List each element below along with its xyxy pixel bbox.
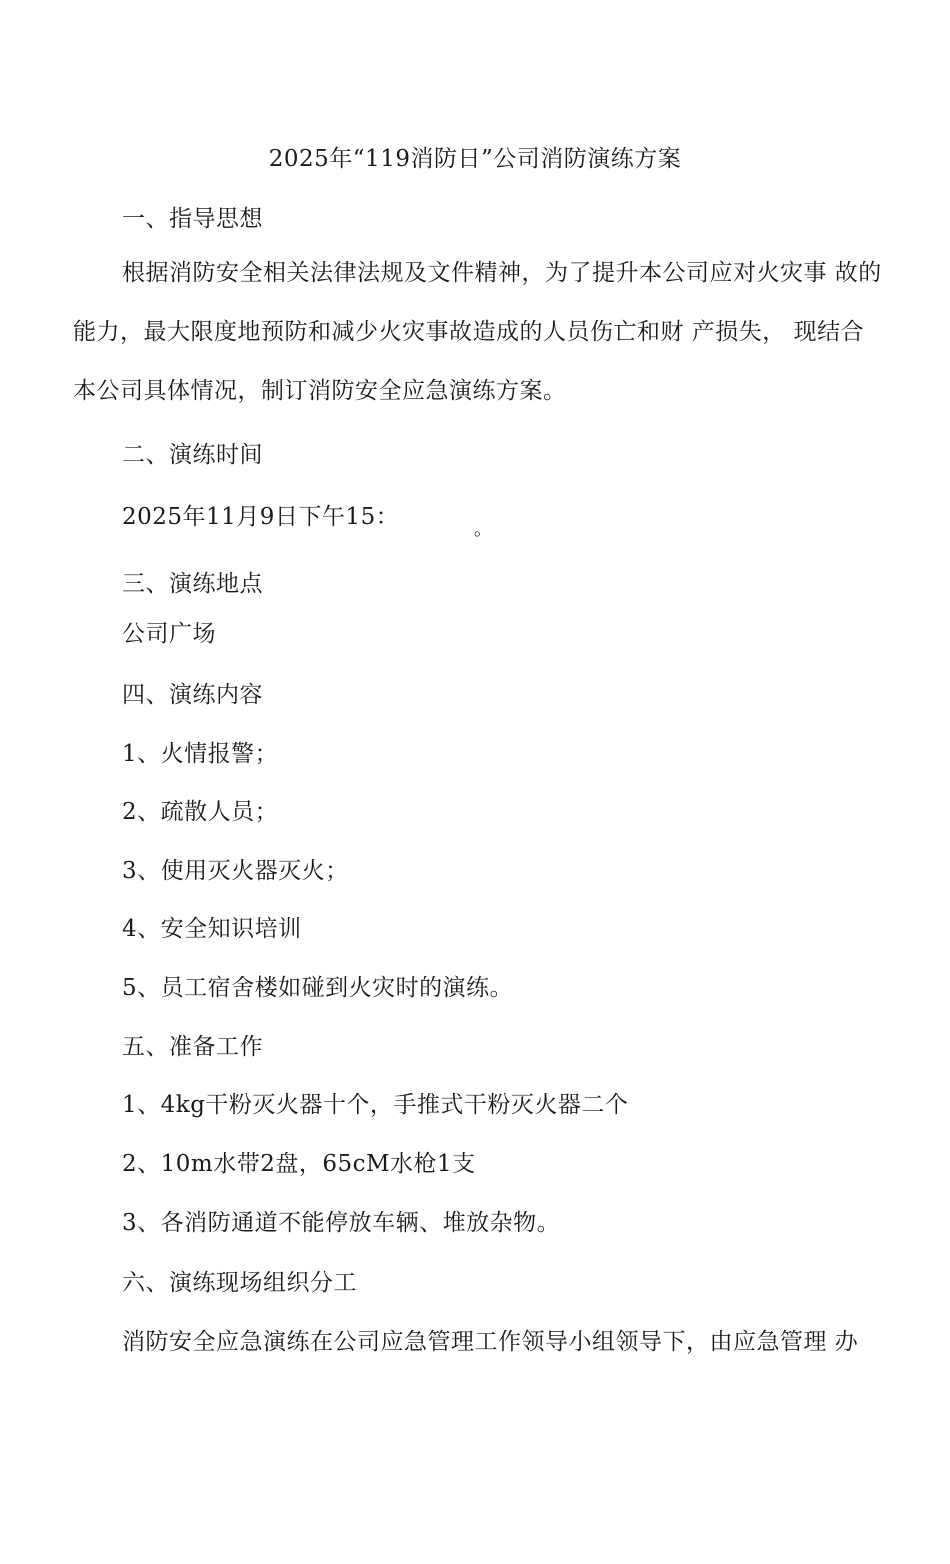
drill-time-text: 2025年11月9日下午15： — [122, 504, 400, 530]
stray-punctuation-mark: 。 — [474, 519, 492, 540]
list-item: 5、员工宿舍楼如碰到火灾时的演练。 — [122, 975, 514, 1001]
list-item: 3、各消防通道不能停放车辆、堆放杂物。 — [122, 1210, 561, 1236]
document-title: 2025年“119消防日”公司消防演练方案 — [268, 146, 682, 172]
list-item: 2、10m水带2盘，65cM水枪1支 — [122, 1151, 476, 1177]
section-heading-guiding-ideology: 一、指导思想 — [122, 206, 263, 232]
section-heading-drill-content: 四、演练内容 — [122, 682, 263, 708]
list-item: 3、使用灭火器灭火； — [122, 858, 349, 884]
list-item: 1、火情报警； — [122, 741, 279, 767]
drill-location-text: 公司广场 — [122, 621, 216, 647]
section-heading-drill-location: 三、演练地点 — [122, 571, 263, 597]
list-item: 2、疏散人员； — [122, 799, 279, 825]
section-paragraph-guiding-ideology: 根据消防安全相关法律法规及文件精神，为了提升本公司应对火灾事 故的能力，最大限度地预防和减少火灾事故造成的人员伤亡和财 产损失， 现结合本公司具体情况，制订消防安全应急演练方案。 — [73, 260, 882, 404]
section-paragraph-organization: 消防安全应急演练在公司应急管理工作领导小组领导下，由应急管理 办 — [122, 1329, 859, 1355]
section-heading-drill-time: 二、演练时间 — [122, 442, 263, 468]
section-heading-organization: 六、演练现场组织分工 — [122, 1270, 357, 1296]
list-item: 1、4kg干粉灭火器十个，手推式干粉灭火器二个 — [122, 1092, 629, 1118]
section-heading-preparation: 五、准备工作 — [122, 1034, 263, 1060]
list-item: 4、安全知识培训 — [122, 916, 302, 942]
